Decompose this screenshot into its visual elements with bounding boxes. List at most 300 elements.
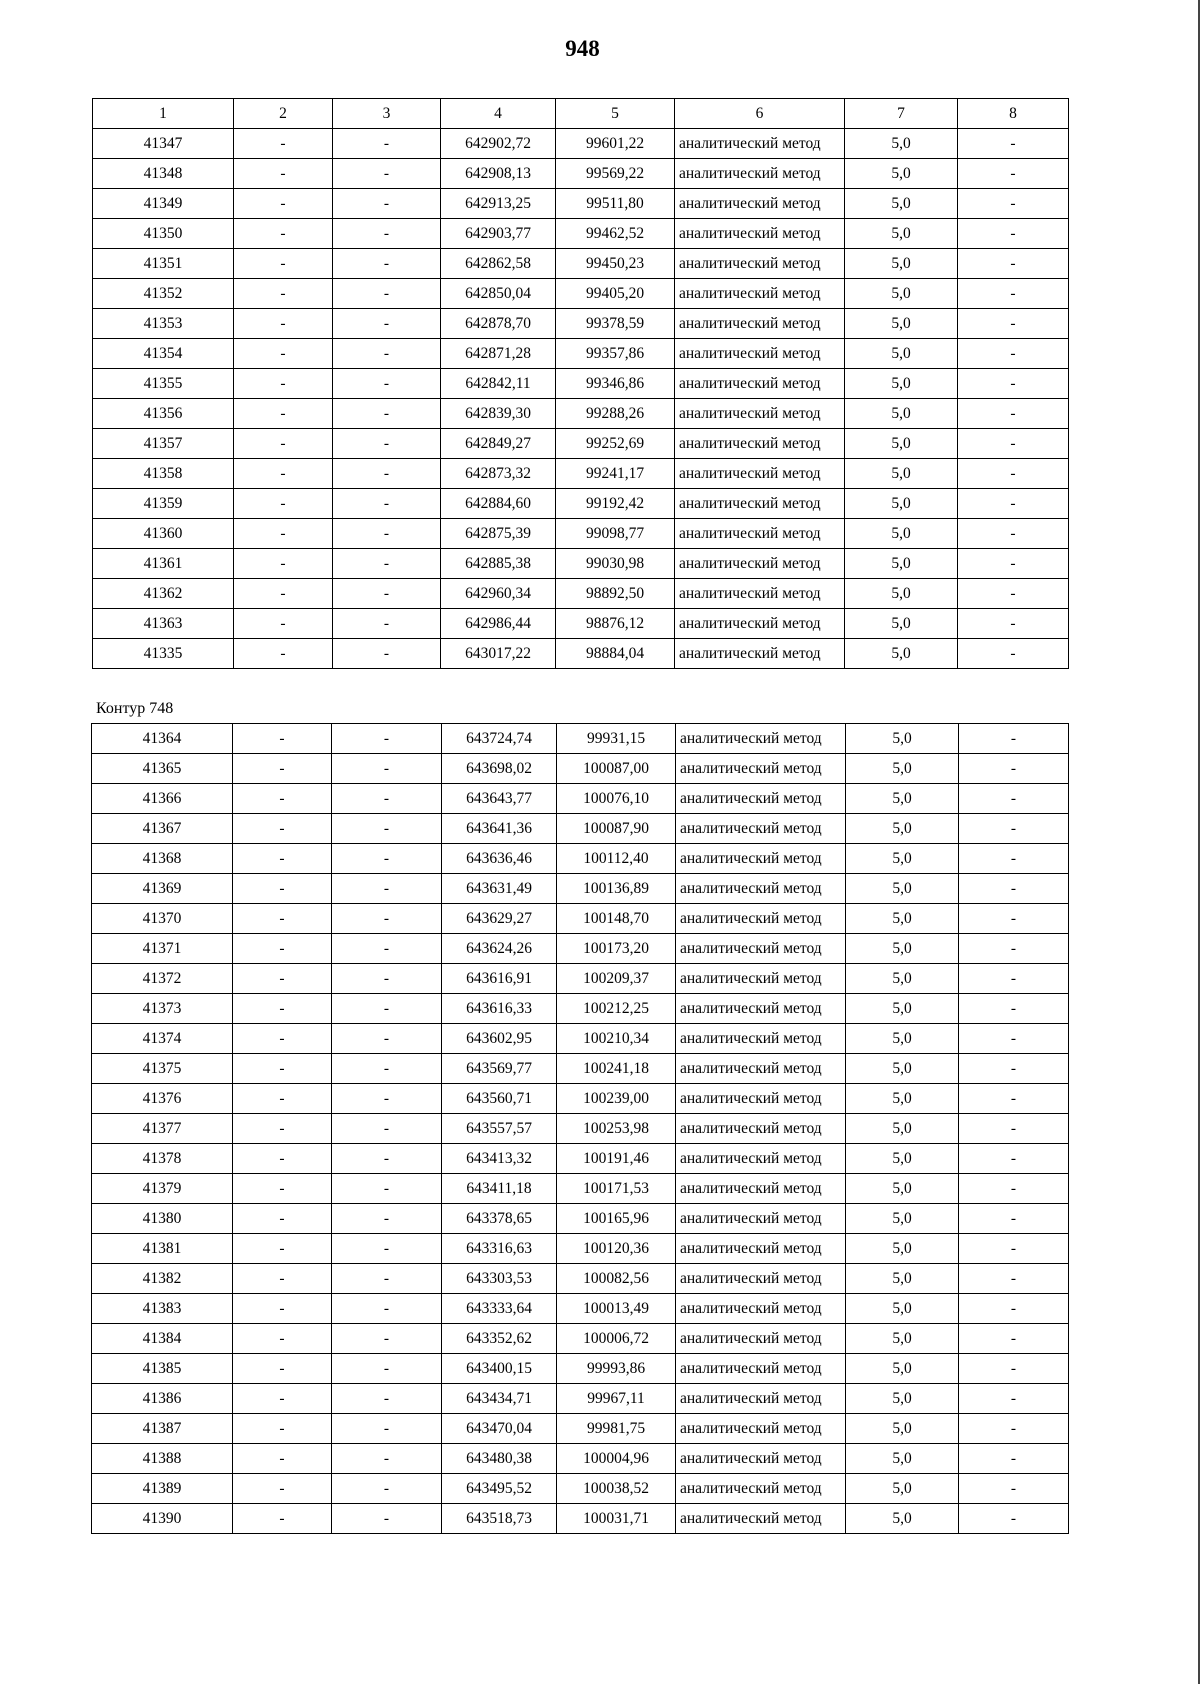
cell-col-1: 41380 (92, 1204, 233, 1234)
cell-col-2: - (233, 1354, 332, 1384)
cell-col-5: 100148,70 (557, 904, 676, 934)
cell-col-6: аналитический метод (676, 1264, 846, 1294)
cell-col-3: - (332, 784, 442, 814)
contour-label: Контур 748 (96, 700, 174, 717)
table-row (93, 249, 1069, 279)
cell-col-4: 642842,11 (441, 369, 556, 399)
cell-col-6: аналитический метод (676, 784, 846, 814)
cell-col-5: 98892,50 (556, 579, 675, 609)
table-row (92, 1084, 1069, 1114)
cell-col-4: 643602,95 (442, 1024, 557, 1054)
cell-col-4: 643557,57 (442, 1114, 557, 1144)
table-row (92, 814, 1069, 844)
cell-col-3: - (332, 1324, 442, 1354)
cell-col-8: - (959, 904, 1069, 934)
table-row (92, 1234, 1069, 1264)
cell-col-7: 5,0 (846, 784, 959, 814)
cell-col-7: 5,0 (845, 219, 958, 249)
cell-col-2: - (233, 934, 332, 964)
cell-col-1: 41366 (92, 784, 233, 814)
cell-col-3: - (332, 1054, 442, 1084)
cell-col-7: 5,0 (846, 1294, 959, 1324)
cell-col-1: 41359 (93, 489, 234, 519)
cell-col-1: 1 (93, 99, 234, 129)
cell-col-3: - (333, 429, 441, 459)
cell-col-6: аналитический метод (676, 1504, 846, 1534)
cell-col-4: 642960,34 (441, 579, 556, 609)
cell-col-6: аналитический метод (675, 369, 845, 399)
cell-col-1: 41349 (93, 189, 234, 219)
cell-col-7: 5,0 (846, 1174, 959, 1204)
cell-col-8: - (959, 754, 1069, 784)
cell-col-4: 643631,49 (442, 874, 557, 904)
cell-col-8: - (959, 1414, 1069, 1444)
cell-col-2: - (234, 309, 333, 339)
table-row (92, 1294, 1069, 1324)
cell-col-6: аналитический метод (676, 874, 846, 904)
cell-col-7: 5,0 (846, 904, 959, 934)
cell-col-8: - (959, 964, 1069, 994)
cell-col-7: 5,0 (845, 339, 958, 369)
cell-col-6: аналитический метод (676, 1444, 846, 1474)
cell-col-2: - (234, 219, 333, 249)
cell-col-8: - (958, 459, 1069, 489)
table-row (92, 724, 1069, 754)
cell-col-6: аналитический метод (676, 1114, 846, 1144)
cell-col-6: аналитический метод (676, 1294, 846, 1324)
table-row (93, 159, 1069, 189)
cell-col-2: - (233, 904, 332, 934)
cell-col-1: 41382 (92, 1264, 233, 1294)
table-row (93, 279, 1069, 309)
cell-col-2: - (233, 1174, 332, 1204)
cell-col-7: 5,0 (846, 1324, 959, 1354)
cell-col-6: аналитический метод (675, 219, 845, 249)
table-row (92, 1414, 1069, 1444)
cell-col-5: 99569,22 (556, 159, 675, 189)
cell-col-6: аналитический метод (675, 249, 845, 279)
cell-col-8: - (959, 784, 1069, 814)
cell-col-5: 99450,23 (556, 249, 675, 279)
cell-col-1: 41379 (92, 1174, 233, 1204)
cell-col-1: 41358 (93, 459, 234, 489)
cell-col-7: 5,0 (845, 309, 958, 339)
cell-col-1: 41351 (93, 249, 234, 279)
cell-col-7: 5,0 (846, 1204, 959, 1234)
cell-col-5: 100120,36 (557, 1234, 676, 1264)
cell-col-6: аналитический метод (676, 754, 846, 784)
table-row (93, 399, 1069, 429)
cell-col-7: 5,0 (846, 1384, 959, 1414)
cell-col-3: - (333, 459, 441, 489)
cell-col-7: 5,0 (845, 159, 958, 189)
cell-col-4: 642839,30 (441, 399, 556, 429)
cell-col-7: 5,0 (846, 844, 959, 874)
cell-col-1: 41364 (92, 724, 233, 754)
cell-col-6: аналитический метод (675, 159, 845, 189)
cell-col-7: 5,0 (845, 519, 958, 549)
cell-col-6: аналитический метод (676, 934, 846, 964)
cell-col-7: 5,0 (846, 994, 959, 1024)
cell-col-6: аналитический метод (676, 1144, 846, 1174)
cell-col-3: - (332, 844, 442, 874)
cell-col-7: 5,0 (846, 1144, 959, 1174)
cell-col-7: 5,0 (846, 814, 959, 844)
cell-col-8: - (958, 129, 1069, 159)
cell-col-8: - (959, 1444, 1069, 1474)
cell-col-4: 642884,60 (441, 489, 556, 519)
table-row (92, 1204, 1069, 1234)
cell-col-7: 5,0 (846, 1264, 959, 1294)
cell-col-2: - (234, 369, 333, 399)
cell-col-7: 5,0 (845, 399, 958, 429)
cell-col-6: аналитический метод (676, 1174, 846, 1204)
cell-col-3: - (333, 159, 441, 189)
cell-col-4: 643495,52 (442, 1474, 557, 1504)
cell-col-8: - (959, 1144, 1069, 1174)
cell-col-3: - (332, 1354, 442, 1384)
cell-col-4: 642986,44 (441, 609, 556, 639)
cell-col-8: - (958, 249, 1069, 279)
cell-col-8: - (958, 579, 1069, 609)
cell-col-1: 41347 (93, 129, 234, 159)
cell-col-5: 98876,12 (556, 609, 675, 639)
cell-col-3: - (333, 369, 441, 399)
cell-col-6: аналитический метод (676, 904, 846, 934)
cell-col-3: - (332, 1204, 442, 1234)
table-row (93, 459, 1069, 489)
cell-col-2: - (233, 1324, 332, 1354)
coordinates-table-contour (91, 723, 1069, 1534)
cell-col-4: 642878,70 (441, 309, 556, 339)
cell-col-7: 5,0 (845, 189, 958, 219)
cell-col-3: - (332, 874, 442, 904)
cell-col-8: - (959, 1324, 1069, 1354)
table-row (92, 994, 1069, 1024)
cell-col-2: - (233, 724, 332, 754)
cell-col-1: 41385 (92, 1354, 233, 1384)
cell-col-8: - (959, 1264, 1069, 1294)
cell-col-8: - (959, 1474, 1069, 1504)
cell-col-3: - (333, 129, 441, 159)
table-row (92, 1324, 1069, 1354)
cell-col-4: 643698,02 (442, 754, 557, 784)
cell-col-6: аналитический метод (675, 519, 845, 549)
cell-col-8: - (959, 874, 1069, 904)
cell-col-2: - (233, 1054, 332, 1084)
cell-col-4: 642871,28 (441, 339, 556, 369)
cell-col-7: 5,0 (846, 1354, 959, 1384)
cell-col-1: 41381 (92, 1234, 233, 1264)
cell-col-6: 6 (675, 99, 845, 129)
table-row (93, 489, 1069, 519)
cell-col-5: 100253,98 (557, 1114, 676, 1144)
cell-col-4: 642849,27 (441, 429, 556, 459)
cell-col-4: 642903,77 (441, 219, 556, 249)
cell-col-6: аналитический метод (675, 399, 845, 429)
cell-col-8: - (959, 1294, 1069, 1324)
cell-col-5: 100013,49 (557, 1294, 676, 1324)
cell-col-5: 100209,37 (557, 964, 676, 994)
cell-col-2: - (233, 1084, 332, 1114)
cell-col-7: 5,0 (845, 549, 958, 579)
cell-col-7: 5,0 (846, 1024, 959, 1054)
coordinates-table-top (92, 98, 1069, 669)
cell-col-1: 41367 (92, 814, 233, 844)
cell-col-1: 41369 (92, 874, 233, 904)
table-row (93, 609, 1069, 639)
cell-col-4: 642873,32 (441, 459, 556, 489)
cell-col-6: аналитический метод (676, 1024, 846, 1054)
cell-col-4: 643636,46 (442, 844, 557, 874)
cell-col-7: 5,0 (845, 579, 958, 609)
cell-col-3: - (333, 579, 441, 609)
cell-col-4: 643569,77 (442, 1054, 557, 1084)
cell-col-7: 5,0 (846, 1504, 959, 1534)
cell-col-2: - (233, 844, 332, 874)
table-row (92, 904, 1069, 934)
cell-col-2: - (233, 1444, 332, 1474)
cell-col-5: 100031,71 (557, 1504, 676, 1534)
cell-col-6: аналитический метод (676, 1234, 846, 1264)
table-row (93, 549, 1069, 579)
cell-col-2: - (233, 1294, 332, 1324)
table-row (92, 1264, 1069, 1294)
cell-col-3: - (332, 1384, 442, 1414)
cell-col-3: - (332, 1144, 442, 1174)
cell-col-3: - (333, 279, 441, 309)
cell-col-6: аналитический метод (676, 964, 846, 994)
table-row (93, 579, 1069, 609)
cell-col-8: - (958, 489, 1069, 519)
cell-col-7: 5,0 (846, 1444, 959, 1474)
table-row (92, 1384, 1069, 1414)
cell-col-3: - (332, 1114, 442, 1144)
cell-col-5: 100038,52 (557, 1474, 676, 1504)
cell-col-3: - (332, 1414, 442, 1444)
cell-col-2: - (234, 519, 333, 549)
cell-col-1: 41377 (92, 1114, 233, 1144)
cell-col-3: - (332, 1264, 442, 1294)
cell-col-5: 99601,22 (556, 129, 675, 159)
cell-col-3: - (332, 964, 442, 994)
cell-col-2: - (233, 964, 332, 994)
cell-col-4: 643400,15 (442, 1354, 557, 1384)
cell-col-8: - (959, 1114, 1069, 1144)
cell-col-6: аналитический метод (675, 489, 845, 519)
cell-col-1: 41355 (93, 369, 234, 399)
cell-col-1: 41375 (92, 1054, 233, 1084)
table-row (92, 874, 1069, 904)
cell-col-3: - (333, 639, 441, 669)
table-row (93, 129, 1069, 159)
table-row (93, 639, 1069, 669)
cell-col-8: - (959, 1504, 1069, 1534)
cell-col-3: - (332, 1174, 442, 1204)
cell-col-8: - (958, 369, 1069, 399)
cell-col-3: - (333, 489, 441, 519)
cell-col-2: - (234, 159, 333, 189)
cell-col-8: - (958, 519, 1069, 549)
table-row (93, 339, 1069, 369)
cell-col-5: 100004,96 (557, 1444, 676, 1474)
cell-col-1: 41348 (93, 159, 234, 189)
cell-col-4: 643413,32 (442, 1144, 557, 1174)
cell-col-8: - (958, 399, 1069, 429)
cell-col-6: аналитический метод (675, 129, 845, 159)
cell-col-6: аналитический метод (675, 609, 845, 639)
cell-col-7: 5,0 (846, 1234, 959, 1264)
cell-col-5: 100173,20 (557, 934, 676, 964)
cell-col-6: аналитический метод (676, 1414, 846, 1444)
cell-col-6: аналитический метод (675, 309, 845, 339)
cell-col-7: 5,0 (845, 429, 958, 459)
cell-col-8: - (959, 1054, 1069, 1084)
cell-col-8: - (959, 1234, 1069, 1264)
cell-col-4: 643724,74 (442, 724, 557, 754)
cell-col-8: - (958, 549, 1069, 579)
cell-col-4: 642913,25 (441, 189, 556, 219)
cell-col-2: - (233, 1504, 332, 1534)
cell-col-8: - (959, 1354, 1069, 1384)
cell-col-3: - (332, 934, 442, 964)
cell-col-2: - (233, 754, 332, 784)
cell-col-8: - (958, 609, 1069, 639)
cell-col-2: - (234, 399, 333, 429)
cell-col-7: 5,0 (845, 129, 958, 159)
cell-col-1: 41374 (92, 1024, 233, 1054)
cell-col-7: 7 (845, 99, 958, 129)
table-row (92, 934, 1069, 964)
cell-col-4: 643560,71 (442, 1084, 557, 1114)
cell-col-8: - (959, 724, 1069, 754)
cell-col-3: - (332, 1024, 442, 1054)
cell-col-4: 643470,04 (442, 1414, 557, 1444)
cell-col-5: 100191,46 (557, 1144, 676, 1174)
table-row (92, 1444, 1069, 1474)
table-row (93, 309, 1069, 339)
cell-col-1: 41378 (92, 1144, 233, 1174)
cell-col-7: 5,0 (845, 279, 958, 309)
cell-col-5: 98884,04 (556, 639, 675, 669)
cell-col-8: - (959, 1204, 1069, 1234)
cell-col-3: - (332, 1444, 442, 1474)
cell-col-5: 99357,86 (556, 339, 675, 369)
cell-col-2: - (233, 1144, 332, 1174)
cell-col-7: 5,0 (846, 724, 959, 754)
cell-col-4: 642850,04 (441, 279, 556, 309)
cell-col-2: - (233, 1204, 332, 1234)
cell-col-5: 99346,86 (556, 369, 675, 399)
cell-col-3: - (333, 399, 441, 429)
cell-col-1: 41376 (92, 1084, 233, 1114)
cell-col-3: - (333, 549, 441, 579)
cell-col-1: 41361 (93, 549, 234, 579)
cell-col-3: - (332, 1504, 442, 1534)
cell-col-5: 100087,00 (557, 754, 676, 784)
cell-col-5: 100087,90 (557, 814, 676, 844)
cell-col-4: 643316,63 (442, 1234, 557, 1264)
table-row (92, 1144, 1069, 1174)
cell-col-4: 643624,26 (442, 934, 557, 964)
table-row (92, 964, 1069, 994)
cell-col-5: 100006,72 (557, 1324, 676, 1354)
cell-col-7: 5,0 (845, 459, 958, 489)
cell-col-7: 5,0 (846, 1084, 959, 1114)
cell-col-8: - (958, 219, 1069, 249)
table-row (92, 1054, 1069, 1084)
cell-col-3: - (333, 609, 441, 639)
cell-col-5: 100082,56 (557, 1264, 676, 1294)
cell-col-2: - (234, 249, 333, 279)
cell-col-5: 100212,25 (557, 994, 676, 1024)
table-row (93, 429, 1069, 459)
cell-col-6: аналитический метод (675, 279, 845, 309)
table-row (93, 219, 1069, 249)
cell-col-7: 5,0 (846, 1414, 959, 1444)
cell-col-5: 99967,11 (557, 1384, 676, 1414)
table-row (92, 784, 1069, 814)
cell-col-8: - (958, 639, 1069, 669)
cell-col-2: - (233, 1474, 332, 1504)
cell-col-3: - (333, 189, 441, 219)
cell-col-1: 41353 (93, 309, 234, 339)
cell-col-2: 2 (234, 99, 333, 129)
cell-col-7: 5,0 (846, 754, 959, 784)
cell-col-2: - (234, 429, 333, 459)
cell-col-4: 643480,38 (442, 1444, 557, 1474)
cell-col-5: 99252,69 (556, 429, 675, 459)
cell-col-2: - (234, 579, 333, 609)
cell-col-5: 99462,52 (556, 219, 675, 249)
cell-col-4: 642885,38 (441, 549, 556, 579)
cell-col-4: 643434,71 (442, 1384, 557, 1414)
cell-col-5: 99931,15 (557, 724, 676, 754)
cell-col-3: - (332, 904, 442, 934)
cell-col-6: аналитический метод (675, 339, 845, 369)
cell-col-2: - (233, 1264, 332, 1294)
cell-col-3: - (333, 519, 441, 549)
table-row (92, 754, 1069, 784)
cell-col-8: - (959, 1174, 1069, 1204)
table-row (93, 369, 1069, 399)
cell-col-7: 5,0 (845, 369, 958, 399)
cell-col-4: 643017,22 (441, 639, 556, 669)
cell-col-1: 41390 (92, 1504, 233, 1534)
cell-col-8: - (959, 1084, 1069, 1114)
cell-col-4: 643616,33 (442, 994, 557, 1024)
cell-col-4: 643352,62 (442, 1324, 557, 1354)
cell-col-5: 100112,40 (557, 844, 676, 874)
cell-col-4: 643411,18 (442, 1174, 557, 1204)
cell-col-2: - (234, 609, 333, 639)
cell-col-2: - (233, 1414, 332, 1444)
cell-col-6: аналитический метод (676, 1054, 846, 1084)
cell-col-3: - (332, 814, 442, 844)
cell-col-2: - (233, 994, 332, 1024)
table-row (92, 1114, 1069, 1144)
cell-col-5: 100165,96 (557, 1204, 676, 1234)
cell-col-6: аналитический метод (676, 994, 846, 1024)
cell-col-2: - (233, 1234, 332, 1264)
cell-col-7: 5,0 (846, 1114, 959, 1144)
cell-col-7: 5,0 (846, 874, 959, 904)
cell-col-2: - (233, 814, 332, 844)
table-row (92, 1354, 1069, 1384)
cell-col-4: 643616,91 (442, 964, 557, 994)
cell-col-6: аналитический метод (676, 1204, 846, 1234)
cell-col-5: 99288,26 (556, 399, 675, 429)
